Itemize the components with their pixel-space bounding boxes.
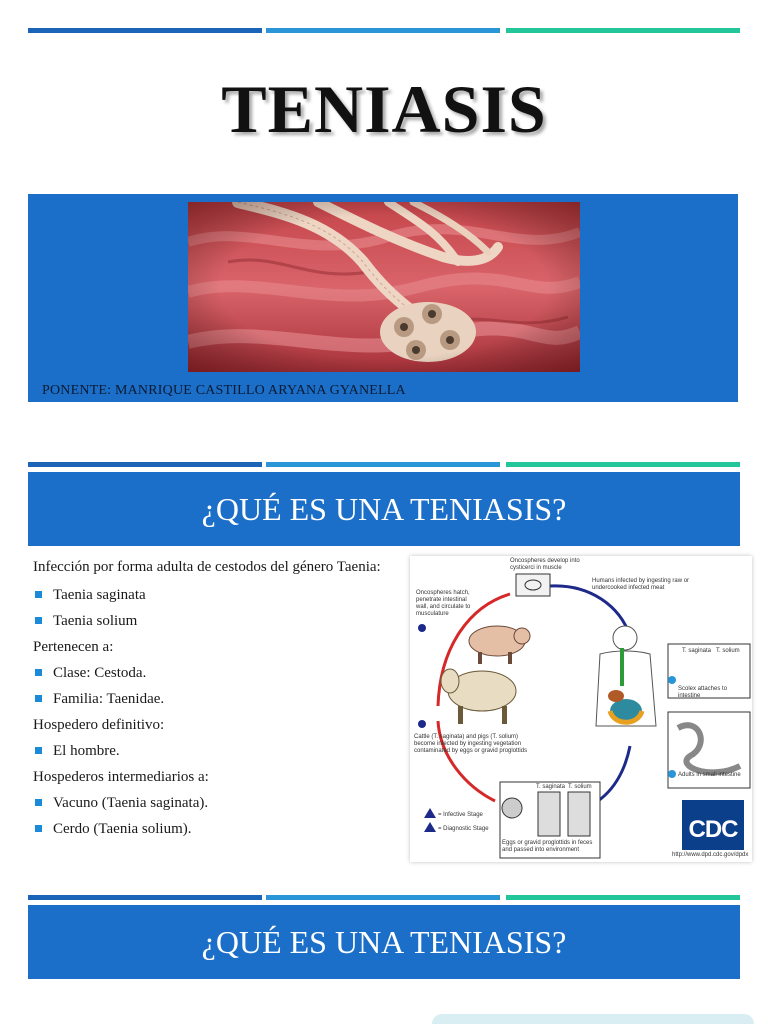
- life-cycle-diagram: [410, 556, 752, 862]
- stripe-light-3: [266, 895, 500, 900]
- top-stripe-light: [266, 28, 500, 33]
- stripe-dark: [28, 462, 262, 467]
- top-stripe-dark: [28, 28, 262, 33]
- bullet-species-2: Taenia solium: [33, 610, 403, 636]
- definitive-heading: Hospedero definitivo:: [33, 717, 165, 733]
- label-t-solium: T. solium: [568, 784, 592, 790]
- label-oncospheres-hatch: Oncospheres hatch, penetrate intestinal wall, and circulate to musculature: [416, 590, 471, 617]
- stripe-teal: [506, 462, 740, 467]
- label-diagnostic-stage: = Diagnostic Stage: [438, 826, 489, 832]
- label-t-solium-top: T. solium: [716, 648, 740, 654]
- intermediate-heading: Hospederos intermediarios a:: [33, 769, 209, 785]
- bullet-family: Familia: Taenidae.: [33, 688, 403, 714]
- bullet-intermediate-1: Vacuno (Taenia saginata).: [33, 792, 403, 818]
- intro-text: Infección por forma adulta de cestodos del género Taenia:: [33, 559, 381, 575]
- label-scolex-attaches: Scolex attaches to intestine: [678, 686, 728, 699]
- label-adults-intestine: Adults in small intestine: [678, 772, 741, 778]
- label-eggs-feces: Eggs or gravid proglottids in feces and passed into environment: [502, 840, 593, 853]
- label-t-saginata-top: T. saginata: [682, 648, 712, 654]
- belongs-heading: Pertenecen a:: [33, 639, 114, 655]
- label-oncospheres-muscle: Oncospheres develop into cysticerci in muscle: [510, 558, 580, 571]
- content-text: [33, 558, 403, 844]
- presenter-name: PONENTE: MANRIQUE CASTILLO ARYANA GYANELLA: [42, 383, 406, 398]
- label-url: http://www.dpd.cdc.gov/dpdx: [672, 852, 749, 858]
- section-title-3: ¿QUÉ ES UNA TENIASIS?: [201, 924, 567, 960]
- tapeworm-scolex-image: [188, 202, 580, 372]
- bullet-definitive: El hombre.: [33, 740, 403, 766]
- bullet-intermediate-2: Cerdo (Taenia solium).: [33, 818, 403, 844]
- label-cattle-pigs: Cattle (T. saginata) and pigs (T. solium) become infected by ingesting vegetation contaminated by eggs or gravid proglottids: [414, 734, 528, 754]
- stripe-light: [266, 462, 500, 467]
- partial-image: [432, 1014, 754, 1024]
- cdc-logo-text: CDC: [688, 816, 738, 843]
- label-t-saginata: T. saginata: [536, 784, 566, 790]
- label-infective-stage: = Infective Stage: [438, 812, 483, 818]
- label-humans-infected: Humans infected by ingesting raw or undercooked infected meat: [592, 578, 690, 591]
- slide-title: TENIASIS: [221, 71, 547, 147]
- stripe-dark-3: [28, 895, 262, 900]
- top-stripe-teal: [506, 28, 740, 33]
- bullet-species-1: Taenia saginata: [33, 584, 403, 610]
- bullet-class: Clase: Cestoda.: [33, 662, 403, 688]
- stripe-teal-3: [506, 895, 740, 900]
- section-title: ¿QUÉ ES UNA TENIASIS?: [201, 491, 567, 527]
